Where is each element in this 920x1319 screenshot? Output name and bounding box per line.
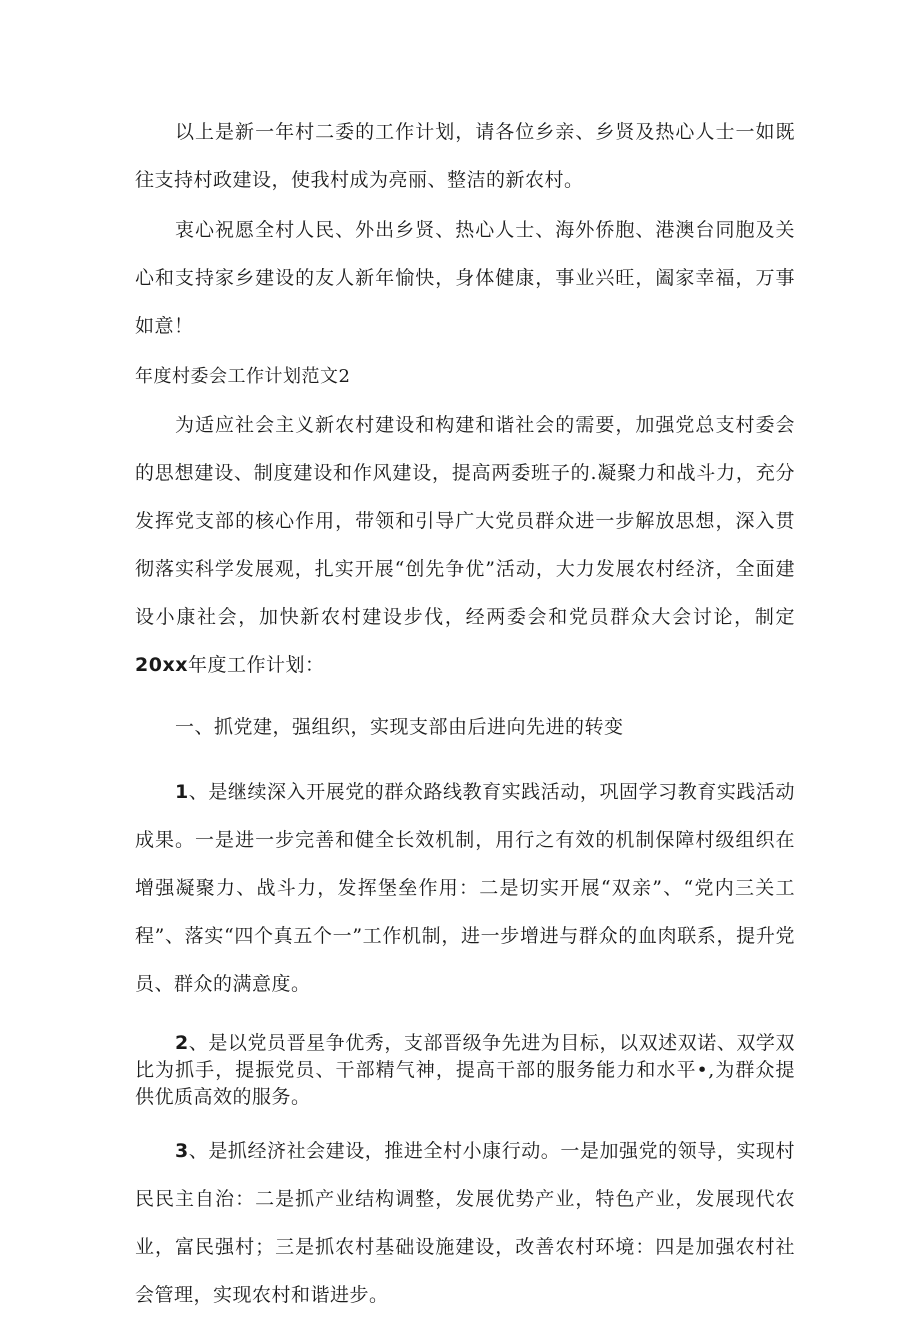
section-heading	[135, 353, 795, 401]
list-item-3-text: 、是抓经济社会建设，推进全村小康行动。一是加强党的领导，实现村民民主自治：二是抓产业结构调整，发展优势产业，特色产业，发展现代农业，富民强村；三是抓农村基础设施建设，改善农村环境：四是加强农村社会管理，实现农村和谐进步。	[135, 1140, 795, 1306]
list-item-3-number: 3	[175, 1140, 189, 1162]
intro-paragraph	[135, 401, 795, 689]
section-heading-text: 年度村委会工作计划范文2	[135, 366, 351, 387]
list-item-3	[135, 1127, 795, 1319]
list-item-2-text: 、是以党员晋星争优秀，支部晋级争先进为目标，以双述双诺、双学双比为抓手，提振党员、干部精气神，提高干部的服务能力和水平•,为群众提供优质高效的服务。	[135, 1032, 795, 1108]
plan-year: 20xx	[135, 654, 188, 676]
list-item-2	[135, 1030, 795, 1111]
section-one-title-text: 一、抓党建，强组织，实现支部由后进向先进的转变	[175, 716, 624, 738]
section-one-title	[135, 703, 795, 751]
intro-paragraph-tail: 年度工作计划：	[187, 654, 325, 676]
list-item-2-number: 2	[175, 1032, 189, 1054]
closing-paragraph	[135, 108, 795, 204]
list-item-1-number: 1	[175, 781, 189, 803]
closing-paragraph-text: 以上是新一年村二委的工作计划，请各位乡亲、乡贤及热心人士一如既往支持村政建设，使我村成为亮丽、整洁的新农村。	[135, 121, 795, 191]
greeting-paragraph	[135, 206, 795, 350]
intro-paragraph-text: 为适应社会主义新农村建设和构建和谐社会的需要，加强党总支村委会的思想建设、制度建设和作风建设，提高两委班子的.凝聚力和战斗力，充分发挥党支部的核心作用，带领和引导广大党员群众进一步解放思想，深入贯彻落实科学发展观，扎实开展“创先争优”活动，大力发展农村经济，全面建设小康社会，加快新农村建设步伐，经两委会和党员群众大会讨论，制定	[135, 414, 795, 628]
list-item-1-text: 、是继续深入开展党的群众路线教育实践活动，巩固学习教育实践活动成果。一是进一步完善和健全长效机制，用行之有效的机制保障村级组织在增强凝聚力、战斗力，发挥堡垒作用：二是切实开展“双亲”、“党内三关工程”、落实“四个真五个一”工作机制，进一步增进与群众的血肉联系，提升党员、群众的满意度。	[135, 781, 795, 995]
document-body	[135, 108, 795, 1319]
list-item-1	[135, 768, 795, 1008]
greeting-paragraph-text: 衷心祝愿全村人民、外出乡贤、热心人士、海外侨胞、港澳台同胞及关心和支持家乡建设的友人新年愉快，身体健康，事业兴旺，阖家幸福，万事如意！	[135, 219, 795, 337]
